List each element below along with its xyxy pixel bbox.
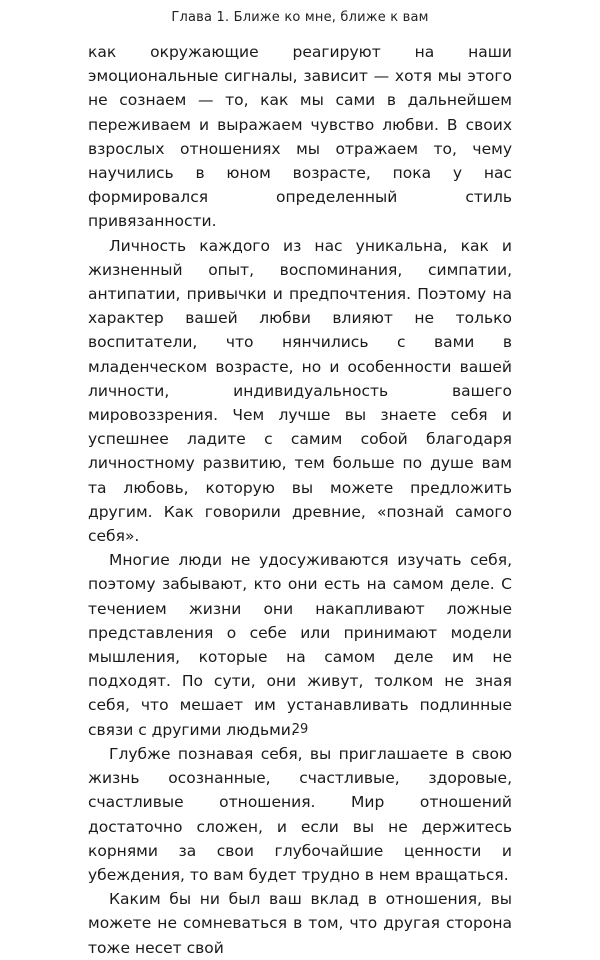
paragraph-3: Многие люди не удосуживаются изучать себя, поэтому забывают, кто они есть на самом деле. С течением жизни они накапливают ложные представления о себе или принимают модели мышления, которые на самом деле им не подходят. По сути, они живут, толком не зная себя, что мешает им устанавливать подлинные связи с другими людьми. [88,551,512,739]
running-head: Глава 1. Ближе ко мне, ближе к вам [171,10,429,25]
paragraph-4: Глубже познавая себя, вы приглашаете в свою жизнь осознанные, счастливые, здоровые, счастливые отношения. Мир отношений достаточно сложен, и если вы не держитесь корнями за свои глубочайшие ценности и убеждения, то вам будет трудно в нем вращаться. [88,744,512,884]
paragraph-2: Личность каждого из нас уникальна, как и жизненный опыт, воспоминания, симпатии, антипатии, привычки и предпочтения. Поэтому на характер вашей любви влияют не только воспитатели, что нянчились с вами в младенческом возрасте, но и особенности вашей личности, индивидуальность вашего мировоззрения. Чем лучше вы знаете себя и успешнее ладите с самим собой благодаря личностному развитию, тем больше по душе вам та любовь, которую вы можете предложить другим. Как говорили древние, «познай самого себя». [88,236,512,546]
page-number: 29 [291,722,309,737]
paragraph-1: как окружающие реагируют на наши эмоциональные сигналы, зависит — хотя мы этого не сознаем — то, как мы сами в дальнейшем переживаем и выражаем чувство любви. В своих взрослых отношениях мы отражаем то, чему научились в юном возрасте, пока у нас формировался определенный стиль привязанности. [88,43,512,231]
paragraph-5: Каким бы ни был ваш вклад в отношения, вы можете не сомневаться в том, что другая сторона тоже несет свой [88,890,512,957]
body-text [88,40,512,960]
